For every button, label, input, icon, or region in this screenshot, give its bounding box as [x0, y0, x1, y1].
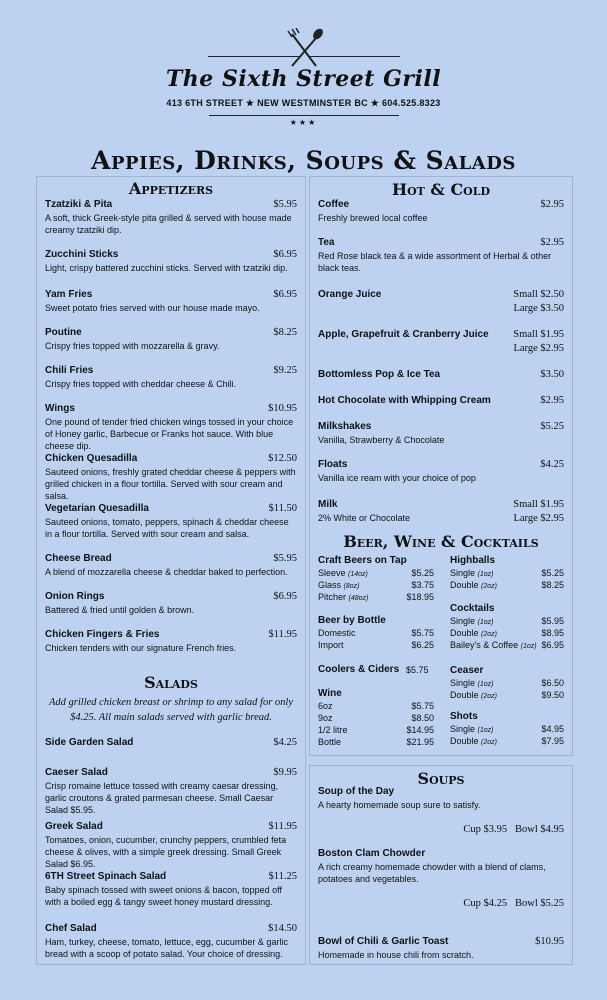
row-price: $21.95 — [406, 737, 434, 747]
logo-rule-right — [308, 56, 400, 57]
item-price: $6.95 — [273, 289, 297, 300]
row-name: Double — [450, 690, 479, 700]
row-price: $8.95 — [541, 628, 564, 638]
item-price: $8.25 — [273, 327, 297, 338]
row-label — [318, 640, 344, 650]
item-name: 6TH Street Spinach Salad — [45, 871, 167, 882]
row-price: $8.50 — [411, 713, 434, 723]
item-description: Crispy fries topped with mozzarella & gravy. — [45, 341, 220, 351]
wine-row — [318, 725, 434, 737]
salad-item — [45, 767, 297, 816]
restaurant-address: 413 6TH STREET ★ NEW WESTMINSTER BC ★ 604.525.8323 — [166, 98, 441, 108]
item-price: $11.50 — [268, 503, 297, 514]
highballs-title: Highballs — [450, 555, 496, 566]
soups-heading: Soups — [417, 769, 465, 788]
wine-title: Wine — [318, 688, 342, 699]
row-label — [450, 724, 494, 734]
row-price: $5.95 — [541, 616, 564, 626]
row-name: Domestic — [318, 628, 356, 638]
drink-item — [318, 395, 564, 406]
item-price: $4.25 — [273, 737, 297, 748]
cocktails-row — [450, 616, 564, 628]
row-name: 6oz — [318, 701, 333, 711]
row-name: Double — [450, 580, 479, 590]
salad-item — [45, 821, 297, 870]
item-name: Zucchini Sticks — [45, 249, 119, 260]
logo-rule-left — [208, 56, 300, 57]
row-name: Glass — [318, 580, 342, 590]
item-description: A rich creamy homemade chowder with a blend of clams, potatoes and vegetables. — [318, 862, 546, 884]
row-label — [450, 628, 497, 638]
row-name: Sleeve — [318, 568, 346, 578]
soup-item — [318, 786, 564, 835]
item-description: Battered & fried until golden & brown. — [45, 605, 195, 615]
wine-row — [318, 701, 434, 713]
row-name: 1/2 litre — [318, 725, 348, 735]
item-description: Vanilla ice ream with your choice of pop — [318, 473, 476, 483]
item-price: $6.95 — [273, 249, 297, 260]
item-description: Vanilla, Strawberry & Chocolate — [318, 435, 445, 445]
drink-item — [318, 369, 564, 380]
item-price: Small $2.50 — [513, 289, 564, 300]
item-description: Sauteed onions, tomato, peppers, spinach & cheddar cheese in a flour tortilla. Served with sour cream and salsa. — [45, 517, 289, 539]
item-description: Freshly brewed local coffee — [318, 213, 428, 223]
salad-item — [45, 871, 297, 908]
item-price: $9.25 — [273, 365, 297, 376]
row-price: $14.95 — [406, 725, 434, 735]
craft-row — [318, 592, 434, 604]
item-description: Crisp romaine lettuce tossed with creamy caesar dressing, garlic croutons & grated parmesan cheese. Small Caesar Salad $5.95. — [45, 781, 279, 815]
row-name: Bailey's & Coffee — [450, 640, 519, 650]
row-size: (1oz) — [520, 643, 537, 650]
item-price: $10.95 — [535, 936, 564, 947]
appetizer-item — [45, 365, 297, 390]
item-name: Floats — [318, 459, 348, 470]
item-price-large: Large $2.95 — [513, 513, 564, 524]
row-size: (14oz) — [348, 571, 368, 578]
row-name: 9oz — [318, 713, 333, 723]
coolers-title: Coolers & Ciders — [318, 664, 400, 675]
coolers-price: $5.75 — [406, 665, 429, 675]
item-description: Homemade in house chili from scratch. — [318, 950, 474, 960]
craft-title: Craft Beers on Tap — [318, 555, 407, 566]
item-description: One pound of tender fried chicken wings tossed in your choice of Honey garlic, Barbecue or Franks hot sauce. With blue cheese dip. — [45, 417, 294, 451]
appetizer-item — [45, 327, 297, 352]
item-price: Small $1.95 — [513, 499, 564, 510]
wine-row — [318, 713, 434, 725]
item-name: Orange Juice — [318, 289, 382, 300]
row-label — [450, 580, 497, 590]
row-price: $4.95 — [541, 724, 564, 734]
highballs-row — [450, 568, 564, 580]
item-name: Hot Chocolate with Whipping Cream — [318, 395, 491, 406]
item-price: Cup $3.95 Bowl $4.95 — [463, 824, 564, 835]
item-name: Chicken Quesadilla — [45, 453, 138, 464]
shots-row — [450, 736, 564, 748]
item-name: Bottomless Pop & Ice Tea — [318, 369, 441, 380]
logo-divider — [209, 115, 399, 116]
row-price: $6.95 — [541, 640, 564, 650]
row-size: (1oz) — [477, 727, 494, 734]
row-price: $5.75 — [411, 701, 434, 711]
item-name: Milkshakes — [318, 421, 372, 432]
item-price: Small $1.95 — [513, 329, 564, 340]
item-description: A blend of mozzarella cheese & cheddar baked to perfection. — [45, 567, 288, 577]
row-size: (2oz) — [481, 583, 497, 590]
item-name: Tzatziki & Pita — [45, 199, 113, 210]
row-name: Import — [318, 640, 344, 650]
shots-row — [450, 724, 564, 736]
row-price: $6.25 — [411, 640, 434, 650]
row-label — [318, 568, 368, 578]
row-name: Single — [450, 568, 476, 578]
item-price: $11.95 — [268, 821, 297, 832]
row-name: Single — [450, 678, 476, 688]
item-name: Tea — [318, 237, 335, 248]
row-name: Single — [450, 724, 476, 734]
row-size: (1oz) — [477, 571, 494, 578]
item-price: $5.25 — [540, 421, 564, 432]
appetizer-item — [45, 249, 297, 274]
row-label — [318, 628, 356, 638]
item-name: Boston Clam Chowder — [318, 848, 426, 859]
row-size: (48oz) — [348, 595, 369, 602]
row-name: Single — [450, 616, 476, 626]
cocktails-row — [450, 640, 564, 652]
item-price: $12.50 — [268, 453, 297, 464]
item-description: Chicken tenders with our signature French fries. — [45, 643, 237, 653]
appetizer-item — [45, 199, 297, 236]
row-name: Double — [450, 736, 479, 746]
item-name: Chili Fries — [45, 365, 94, 376]
item-description: 2% White or Chocolate — [318, 513, 411, 523]
item-price: $11.95 — [268, 629, 297, 640]
item-description: Sweet potato fries served with our house made mayo. — [45, 303, 260, 313]
item-description: Baby spinach tossed with sweet onions & bacon, topped off with a boiled egg & tangy sweet honey mustard dressing. — [45, 885, 282, 907]
item-price-large: Large $3.50 — [513, 303, 564, 314]
row-size: (2oz) — [481, 631, 497, 638]
item-price: $9.95 — [273, 767, 297, 778]
item-price: $11.25 — [268, 871, 297, 882]
item-name: Milk — [318, 499, 338, 510]
wine-row — [318, 737, 434, 749]
item-description: Sauteed onions, freshly grated cheddar cheese & peppers with grilled chicken in a flour tortilla. Served with sour cream and salsa. — [45, 467, 296, 501]
row-label — [450, 678, 494, 688]
salads-heading: Salads — [144, 673, 198, 692]
caesar-row — [450, 678, 564, 690]
item-price: $4.25 — [540, 459, 564, 470]
row-label — [450, 736, 497, 746]
item-price: $2.95 — [540, 237, 564, 248]
row-label — [318, 725, 348, 735]
item-name: Onion Rings — [45, 591, 105, 602]
soup-item — [318, 848, 564, 909]
row-size: (2oz) — [481, 739, 497, 746]
row-size: (2oz) — [481, 693, 497, 700]
row-price: $8.25 — [541, 580, 564, 590]
shots-title: Shots — [450, 711, 478, 722]
appetizer-item — [45, 629, 297, 654]
row-price: $5.25 — [541, 568, 564, 578]
right-panel — [309, 176, 573, 756]
bottle-row — [318, 640, 434, 652]
row-name: Double — [450, 628, 479, 638]
row-size: (8oz) — [343, 583, 360, 590]
item-name: Wings — [45, 403, 75, 414]
appetizer-item — [45, 591, 297, 616]
row-label — [450, 616, 494, 626]
item-price: $3.50 — [540, 369, 564, 380]
drink-item — [318, 237, 564, 274]
item-description: Red Rose black tea & a wide assortment of Herbal & other black teas. — [318, 251, 552, 273]
row-price: $7.95 — [541, 736, 564, 746]
salads-note: Add grilled chicken breast or shrimp to any salad for only $4.25. All main salads served with garlic bread. — [48, 697, 293, 723]
item-name: Soup of the Day — [318, 786, 395, 797]
item-price: $5.95 — [273, 553, 297, 564]
row-label — [450, 640, 537, 650]
row-label — [318, 592, 368, 602]
soups-panel — [309, 765, 573, 965]
item-price: $2.95 — [540, 199, 564, 210]
appetizer-item — [45, 503, 297, 540]
item-name: Apple, Grapefruit & Cranberry Juice — [318, 329, 489, 340]
item-price: Cup $4.25 Bowl $5.25 — [463, 898, 564, 909]
highballs-row — [450, 580, 564, 592]
row-name: Pitcher — [318, 592, 347, 602]
item-price: $14.50 — [268, 923, 297, 934]
item-price: $6.95 — [273, 591, 297, 602]
cocktails-row — [450, 628, 564, 640]
row-label — [318, 701, 333, 711]
restaurant-name: The Sixth Street Grill — [165, 66, 442, 92]
drink-item — [318, 329, 564, 354]
craft-row — [318, 568, 434, 580]
item-description: A hearty homemade soup sure to satisfy. — [318, 800, 481, 810]
row-price: $6.50 — [541, 678, 564, 688]
caesar-title: Ceaser — [450, 665, 484, 676]
drink-item — [318, 421, 564, 446]
drink-item — [318, 459, 564, 484]
hot-cold-heading: Hot & Cold — [391, 180, 491, 199]
row-price: $5.25 — [411, 568, 434, 578]
row-size: (1oz) — [477, 619, 494, 626]
row-label — [318, 737, 341, 747]
page-title: Appies, Drinks, Soups & Salads — [91, 146, 516, 175]
item-name: Side Garden Salad — [45, 737, 134, 748]
craft-row — [318, 580, 434, 592]
appetizer-item — [45, 453, 297, 502]
fork-spoon-icon — [274, 28, 334, 70]
item-name: Greek Salad — [45, 821, 103, 832]
row-price: $3.75 — [411, 580, 434, 590]
item-description: Ham, turkey, cheese, tomato, lettuce, egg, cucumber & garlic bread with a scoop of potato salad. Your choice of dressing. — [45, 937, 288, 959]
cocktails-title: Cocktails — [450, 603, 495, 614]
item-price: $10.95 — [268, 403, 297, 414]
left-panel — [36, 176, 306, 965]
drink-item — [318, 289, 564, 314]
salad-item — [45, 737, 297, 748]
caesar-row — [450, 690, 564, 702]
appetizer-item — [45, 403, 297, 452]
item-description: A soft, thick Greek-style pita grilled & served with house made creamy tzatziki dip. — [45, 213, 292, 235]
item-name: Caeser Salad — [45, 767, 108, 778]
row-label — [318, 580, 359, 590]
appetizer-item — [45, 289, 297, 314]
row-size: (1oz) — [477, 681, 494, 688]
item-name: Chicken Fingers & Fries — [45, 629, 160, 640]
item-name: Chef Salad — [45, 923, 97, 934]
item-description: Crispy fries topped with cheddar cheese & Chili. — [45, 379, 237, 389]
drink-item — [318, 199, 564, 224]
item-name: Poutine — [45, 327, 82, 338]
row-label — [450, 690, 497, 700]
item-price-large: Large $2.95 — [513, 343, 564, 354]
row-price: $18.95 — [406, 592, 434, 602]
bottle-title: Beer by Bottle — [318, 615, 386, 626]
item-name: Bowl of Chili & Garlic Toast — [318, 936, 449, 947]
row-label — [450, 568, 494, 578]
menu-header — [0, 28, 607, 127]
bottle-row — [318, 628, 434, 640]
item-name: Yam Fries — [45, 289, 93, 300]
item-price: $5.95 — [273, 199, 297, 210]
row-price: $9.50 — [541, 690, 564, 700]
row-name: Bottle — [318, 737, 342, 747]
item-name: Cheese Bread — [45, 553, 112, 564]
item-description: Tomatoes, onion, cucumber, crunchy peppers, crumbled feta cheese & olives, with a simple greek dressing. Small Greek Salad $6.95. — [45, 835, 287, 869]
item-price: $2.95 — [540, 395, 564, 406]
item-name: Vegetarian Quesadilla — [45, 503, 149, 514]
appetizer-item — [45, 553, 297, 578]
soup-item — [318, 936, 564, 961]
drink-item — [318, 499, 564, 524]
salad-item — [45, 923, 297, 960]
logo-stars: ★★★ — [289, 118, 318, 127]
row-label — [318, 713, 333, 723]
beer-heading: Beer, Wine & Cocktails — [343, 532, 539, 551]
row-price: $5.75 — [411, 628, 434, 638]
item-description: Light, crispy battered zucchini sticks. Served with tzatziki dip. — [45, 263, 288, 273]
appetizers-heading: Appetizers — [128, 179, 214, 198]
item-name: Coffee — [318, 199, 350, 210]
